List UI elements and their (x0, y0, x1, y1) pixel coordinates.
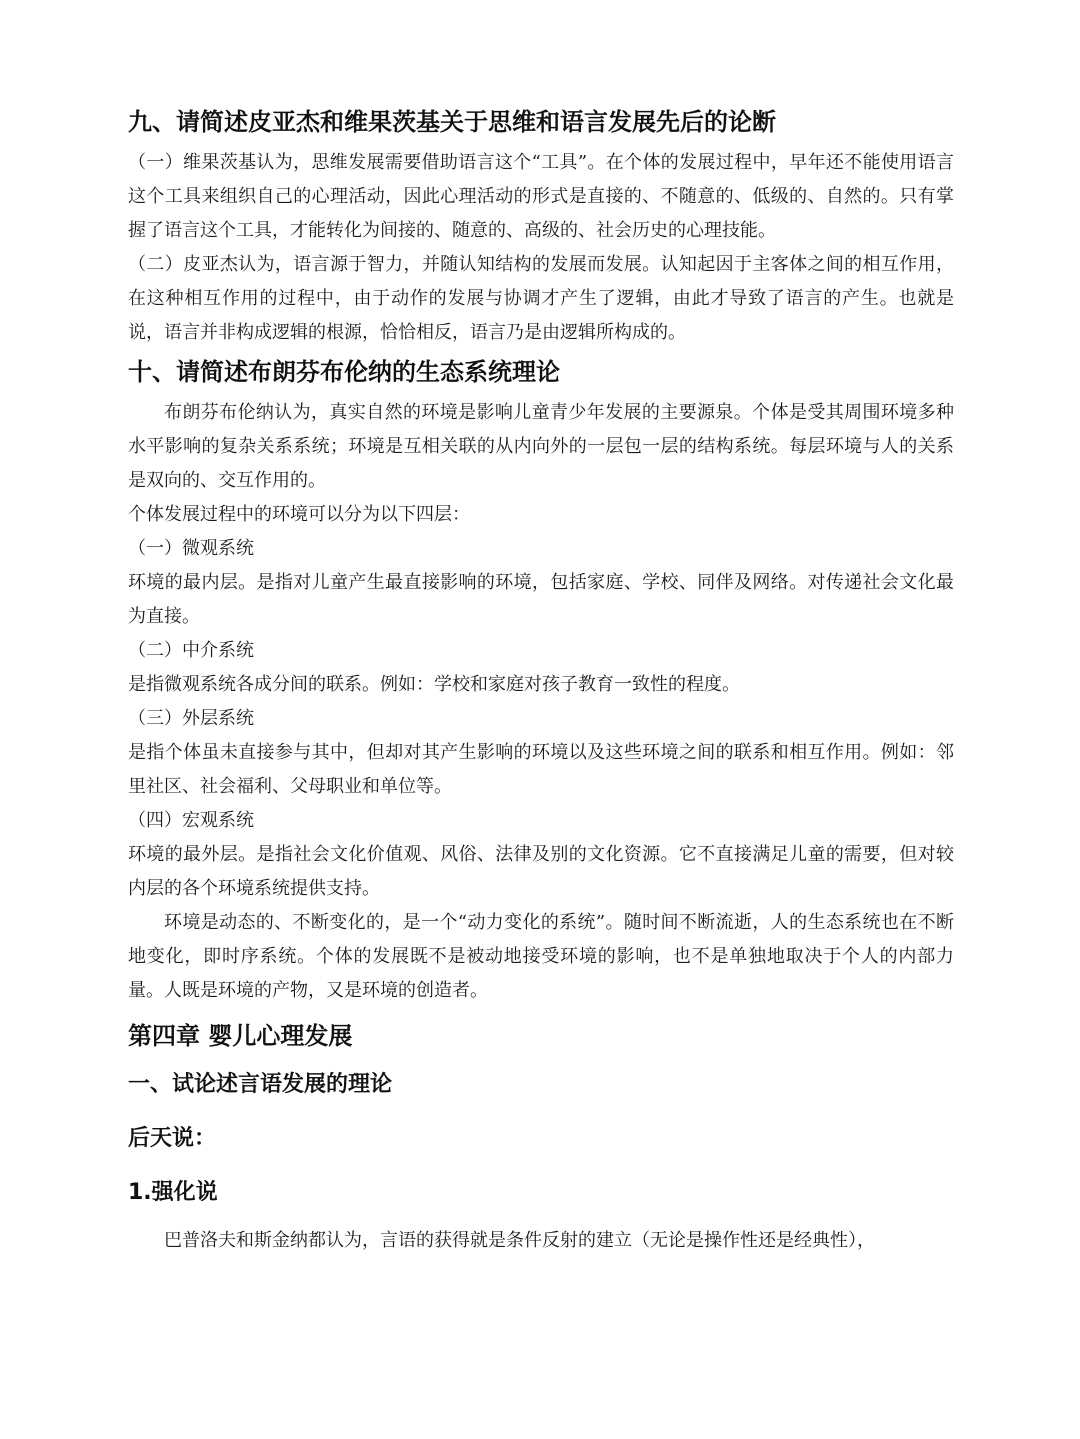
layer-label-micro: （一）微观系统 (128, 538, 254, 559)
reinforcement-theory-paragraph: 巴普洛夫和斯金纳都认为，言语的获得就是条件反射的建立（无论是操作性还是经典性）， (164, 1230, 875, 1251)
section-9-paragraph-1: （一）维果茨基认为，思维发展需要借助语言这个“工具”。在个体的发展过程中，早年还不能使用语言这个工具来组织自己的心理活动，因此心理活动的形式是直接的、不随意的、低级的、自然的。只有掌握了语言这个工具，才能转化为间接的、随意的、高级的、社会历史的心理技能。 (128, 152, 954, 241)
chapter-4-section-1-heading: 一、试论述言语发展的理论 (128, 1072, 393, 1097)
section-10-intro: 布朗芬布伦纳认为，真实自然的环境是影响儿童青少年发展的主要源泉。个体是受其周围环境多种水平影响的复杂关系系统；环境是互相关联的从内向外的一层包一层的结构系统。每层环境与人的关系是双向的、交互作用的。 (128, 402, 954, 491)
layer-label-macro: （四）宏观系统 (128, 810, 254, 831)
section-10-layers-intro: 个体发展过程中的环境可以分为以下四层： (128, 504, 470, 525)
chapter-4-heading: 第四章 婴儿心理发展 (128, 1022, 353, 1050)
section-10-conclusion: 环境是动态的、不断变化的，是一个“动力变化的系统”。随时间不断流逝，人的生态系统也在不断地变化，即时序系统。个体的发展既不是被动地接受环境的影响，也不是单独地取决于个人的内部力量。人既是环境的产物，又是环境的创造者。 (128, 912, 954, 1001)
section-10-heading: 十、请简述布朗芬布伦纳的生态系统理论 (128, 358, 560, 386)
layer-text-macro: 环境的最外层。是指社会文化价值观、风俗、法律及别的文化资源。它不直接满足儿童的需要，但对较内层的各个环境系统提供支持。 (128, 844, 954, 899)
layer-label-exo: （三）外层系统 (128, 708, 254, 729)
layer-text-meso: 是指微观系统各成分间的联系。例如：学校和家庭对孩子教育一致性的程度。 (128, 674, 740, 695)
reinforcement-theory-heading: 1.强化说 (128, 1180, 218, 1205)
nurture-theory-heading: 后天说： (128, 1126, 217, 1151)
layer-text-exo: 是指个体虽未直接参与其中，但却对其产生影响的环境以及这些环境之间的联系和相互作用。例如：邻里社区、社会福利、父母职业和单位等。 (128, 742, 954, 797)
layer-text-micro: 环境的最内层。是指对儿童产生最直接影响的环境，包括家庭、学校、同伴及网络。对传递社会文化最为直接。 (128, 572, 954, 627)
section-9-heading: 九、请简述皮亚杰和维果茨基关于思维和语言发展先后的论断 (128, 108, 776, 136)
layer-label-meso: （二）中介系统 (128, 640, 254, 661)
section-9-paragraph-2: （二）皮亚杰认为，语言源于智力，并随认知结构的发展而发展。认知起因于主客体之间的相互作用，在这种相互作用的过程中，由于动作的发展与协调才产生了逻辑，由此才导致了语言的产生。也就是说，语言并非构成逻辑的根源，恰恰相反，语言乃是由逻辑所构成的。 (128, 254, 954, 343)
document-page (128, 104, 954, 1258)
